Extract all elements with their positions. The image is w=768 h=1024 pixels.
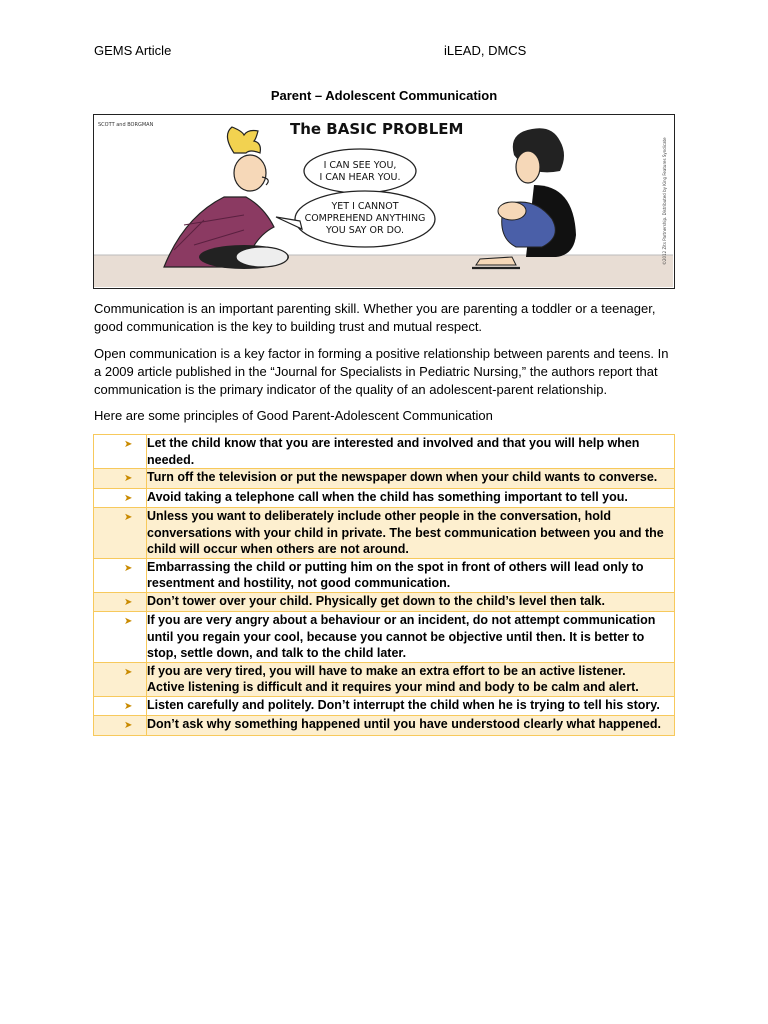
- teen-figure: [472, 128, 576, 268]
- header-left: GEMS Article: [94, 43, 172, 58]
- comic-heading: The BASIC PROBLEM: [290, 120, 464, 138]
- comic-copyright: ©2012 Zits Partnership. Distributed by King Features Syndicate: [662, 137, 667, 265]
- table-row: [94, 508, 675, 559]
- principle-text: If you are very angry about a behaviour or an incident, do not attempt communication until you regain your cool, because you cannot be objective until then. It is better to stop, settle down, and talk to the child later.: [147, 612, 675, 663]
- principle-text: Listen carefully and politely. Don’t interrupt the child when he is trying to tell his story.: [147, 696, 675, 716]
- bubble-top-line-1: I CAN SEE YOU,: [323, 160, 397, 171]
- table-row: [94, 716, 675, 736]
- arrow-bullet-icon: ➤: [124, 492, 133, 504]
- arrow-bullet-icon: ➤: [124, 512, 133, 523]
- arrow-bullet-icon: ➤: [124, 596, 133, 608]
- principle-text: Embarrassing the child or putting him on the spot in front of others will lead only to resentment and hostility, not good communication.: [147, 558, 675, 592]
- principle-text: Don’t tower over your child. Physically get down to the child’s level then talk.: [147, 592, 675, 612]
- bubble-bottom-line-3: YOU SAY OR DO.: [325, 225, 405, 236]
- speech-bubble-top: [304, 149, 416, 193]
- principle-text: Turn off the television or put the newspaper down when your child wants to converse.: [147, 469, 675, 489]
- table-row: [94, 696, 675, 716]
- table-row: [94, 469, 675, 489]
- arrow-bullet-icon: ➤: [124, 616, 133, 627]
- arrow-bullet-icon: ➤: [124, 439, 133, 450]
- principles-table: [93, 434, 675, 736]
- principles-intro: Here are some principles of Good Parent-Adolescent Communication: [94, 408, 493, 423]
- arrow-bullet-icon: ➤: [124, 700, 133, 712]
- header-right: iLEAD, DMCS: [444, 43, 527, 58]
- arrow-bullet-icon: ➤: [124, 720, 133, 731]
- table-row: [94, 435, 675, 469]
- bubble-bottom-line-1: YET I CANNOT: [331, 201, 399, 212]
- arrow-bullet-icon: ➤: [124, 666, 133, 678]
- principle-text: Unless you want to deliberately include other people in the conversation, hold conversations with your child in private. The best communication between you and the child will occur when others are not around.: [147, 508, 675, 559]
- bubble-bottom-line-2: COMPREHEND ANYTHING: [304, 213, 426, 224]
- speech-bubble-bottom: [276, 191, 435, 247]
- research-paragraph: Open communication is a key factor in forming a positive relationship between parents and teens. In a 2009 article published in the “Journal for Specialists in Pediatric Nursing,” the authors report that communication is the primary indicator of the quality of an adolescent-parent relationship.: [94, 346, 669, 397]
- bubble-top-line-2: I CAN HEAR YOU.: [319, 172, 401, 183]
- principle-text: Avoid taking a telephone call when the child has something important to tell you.: [147, 488, 675, 508]
- principle-text: Don’t ask why something happened until you have understood clearly what happened.: [147, 716, 675, 736]
- table-row: [94, 488, 675, 508]
- arrow-bullet-icon: ➤: [124, 473, 133, 484]
- table-row: [94, 592, 675, 612]
- table-row: [94, 612, 675, 663]
- principle-text: Let the child know that you are interested and involved and that you will help when needed.: [147, 435, 675, 469]
- article-title: Parent – Adolescent Communication: [270, 88, 498, 103]
- table-row: [94, 558, 675, 592]
- comic-strip: [93, 114, 675, 289]
- arrow-bullet-icon: ➤: [124, 562, 133, 574]
- intro-paragraph: Communication is an important parenting skill. Whether you are parenting a toddler or a teenager, good communication is the key to building trust and mutual respect.: [94, 301, 656, 334]
- principle-text: If you are very tired, you will have to make an extra effort to be an active listener. Active listening is difficult and it requires your mind and body to be calm and alert.: [147, 662, 675, 696]
- comic-signature: SCOTT and BORGMAN: [98, 122, 154, 128]
- table-row: [94, 662, 675, 696]
- parent-figure: [164, 127, 289, 269]
